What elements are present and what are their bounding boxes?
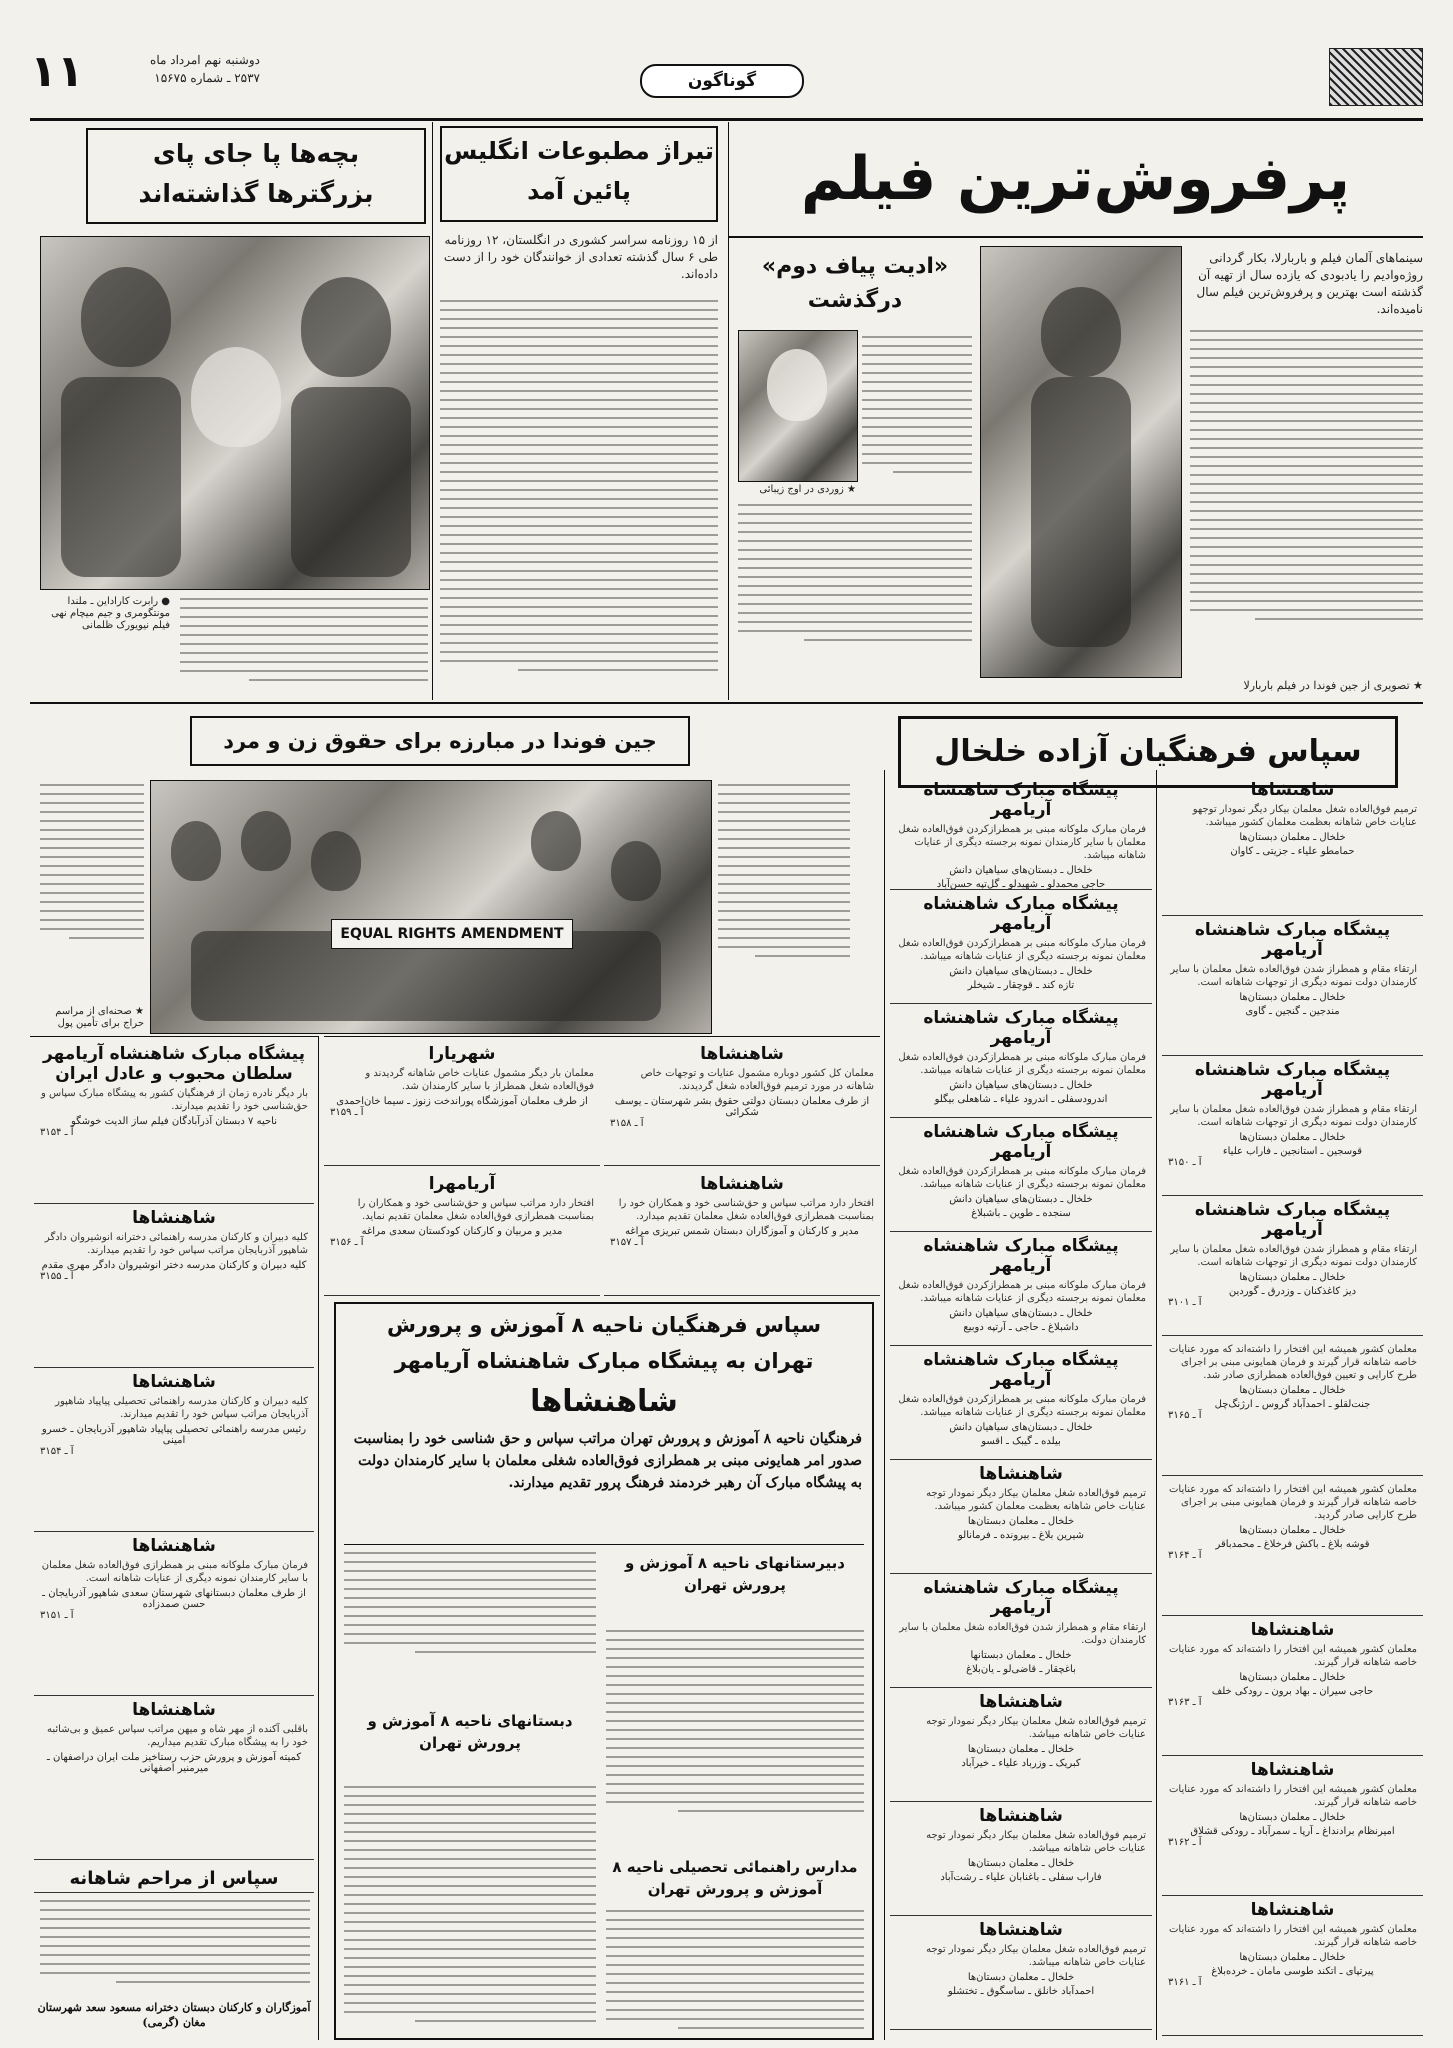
ad-signature: خلخال ـ دبستان‌های سیاهیان دانش bbox=[949, 1194, 1093, 1205]
ad-title: پیشگاه مبارک شاهنشاه آریامهر bbox=[923, 1122, 1119, 1162]
ad-signature: خلخال ـ معلمان دبستان‌ها bbox=[967, 1744, 1075, 1755]
barbarella-caption: ★ تصویری از جین فوندا در فیلم باربارلا bbox=[1243, 679, 1423, 692]
azadeh-headline: سپاس فرهنگیان آزاده خلخال bbox=[934, 734, 1362, 769]
district8-guidance-title: مدارس راهنمائی تحصیلی ناحیه ۸ آموزش و پرورش تهران bbox=[612, 1858, 858, 1898]
ad-block bbox=[1162, 1196, 1423, 1336]
ad-place: حمامطو علیاء ـ جزیتی ـ کاوان bbox=[1230, 846, 1355, 857]
ad-place: احمدآباد خانلق ـ ساسگوق ـ تختشلو bbox=[947, 1986, 1095, 1997]
district8-left-list-top bbox=[344, 1552, 596, 1653]
piaf-body-left bbox=[738, 504, 972, 641]
ad-code: آ ـ ۳۱۵۹ bbox=[330, 1107, 364, 1118]
uk-press-headline-2: پائین آمد bbox=[527, 177, 631, 205]
ad-title: پیشگاه مبارک شاهنشاه آریامهر bbox=[1194, 920, 1391, 960]
ad-signature: خلخال ـ دبستان‌های سیاهیان دانش bbox=[949, 1422, 1093, 1433]
ad-place: کبریک ـ وزرباد علیاء ـ خیرآباد bbox=[961, 1758, 1081, 1769]
ad-signature: خلخال ـ معلمان دبستان‌ها bbox=[1239, 1952, 1346, 1963]
ad-title: آریامهرا bbox=[428, 1174, 496, 1194]
ad-signature: خلخال ـ معلمان دبستان‌ها bbox=[1239, 1385, 1346, 1396]
kids-photo bbox=[40, 236, 430, 590]
piaf-body-right bbox=[862, 336, 972, 473]
ad-body: افتخار دارد مراتب سپاس و حق‌شناسی خود و همکاران را بمناسبت همطرازی فوق‌العاده شغل معلمان تقدیم نماید. bbox=[357, 1198, 594, 1222]
ad-title: شاهنشاها bbox=[1250, 780, 1335, 800]
ad-block bbox=[1162, 916, 1423, 1056]
ad-title: پیشگاه مبارک شاهنشاه آریامهر bbox=[923, 1350, 1119, 1390]
ads-left-column bbox=[34, 1040, 314, 1860]
ad-block bbox=[890, 1574, 1152, 1688]
ad-title: پیشگاه مبارک شاهنشاه آریامهر bbox=[923, 1578, 1119, 1618]
ad-signature: خلخال ـ معلمان دبستانها bbox=[970, 1650, 1072, 1661]
ad-place: بیلده ـ گیبک ـ اقسو bbox=[981, 1436, 1061, 1447]
ad-code: آ ـ ۳۱۵۵ bbox=[40, 1271, 74, 1282]
era-banner: EQUAL RIGHTS AMENDMENT bbox=[331, 919, 573, 949]
ad-body: فرمان مبارک ملوکانه مبنی بر همطرازکردن فوق‌العاده شغل معلمان با سایر کارمندان نمونه برجسته دیگری از عنایات شاهانه میباشد. bbox=[898, 824, 1146, 861]
ad-place: قوسجین ـ استانجین ـ فاراب علیاء bbox=[1222, 1146, 1363, 1157]
ad-block bbox=[890, 1802, 1152, 1916]
ad-code: آ ـ ۳۱۶۲ bbox=[1168, 1837, 1202, 1848]
ad-place: داشبلاغ ـ حاجی ـ آرتپه دوبیع bbox=[963, 1322, 1079, 1333]
col-rule-right bbox=[1156, 770, 1157, 2040]
ad-signature: خلخال ـ معلمان دبستان‌ها bbox=[1239, 1812, 1346, 1823]
ad-place: جنت‌لقلو ـ احمدآباد گروس ـ ارژنگ‌چل bbox=[1214, 1399, 1371, 1410]
ad-place: سنجده ـ طوین ـ باشبلاغ bbox=[971, 1208, 1071, 1219]
ad-signature: رئیس مدرسه راهنمائی تحصیلی پیاپیاد شاهپور آذربایجان ـ خسرو امینی bbox=[41, 1424, 307, 1446]
ad-place: باغچقار ـ قاضی‌لو ـ یان‌بلاغ bbox=[966, 1664, 1076, 1675]
ad-signature: خلخال ـ دبستان‌های سیاهیان دانش bbox=[949, 1080, 1093, 1091]
ad-block bbox=[34, 1040, 314, 1204]
ad-block bbox=[1162, 1616, 1423, 1756]
ad-code: آ ـ ۳۱۵۴ bbox=[40, 1127, 74, 1138]
ad-body: باقلبی آکنده از مهر شاه و میهن مراتب سپاس عمیق و بی‌شائبه خود را به پیشگاه مبارک تقدیم میداریم. bbox=[46, 1724, 308, 1748]
ad-block bbox=[1162, 776, 1423, 916]
ad-code: آ ـ ۳۱۵۸ bbox=[610, 1118, 644, 1129]
ad-code: آ ـ ۳۱۵۷ bbox=[610, 1237, 644, 1248]
ad-title: شاهنشاها bbox=[1250, 1620, 1335, 1640]
ad-block bbox=[34, 1696, 314, 1860]
ad-body: فرمان مبارک ملوکانه مبنی بر همطرازی فوق‌العاده شغل معلمان با سایر کارمندان نمونه دیگری از عنایات شاهانه است. bbox=[41, 1560, 308, 1584]
ad-body: ترمیم فوق‌العاده شغل معلمان بیکار دیگر نمودار توجه عنایات خاص شاهانه میباشد. bbox=[926, 1716, 1146, 1740]
ad-block bbox=[34, 1368, 314, 1532]
ad-body: فرمان مبارک ملوکانه مبنی بر همطرازکردن فوق‌العاده شغل معلمان نمونه برجسته دیگری از عنایات شاهانه میباشد. bbox=[898, 1280, 1146, 1304]
ad-body: کلیه دبیران و کارکنان مدرسه راهنمائی تحصیلی پیاپیاد شاهپور آذربایجان مراتب سپاس خود را تقدیم میدارند. bbox=[55, 1396, 308, 1420]
ad-body: معلمان کشور همیشه این افتخار را داشته‌اند که مورد عنایات خاصه شاهانه قرار گیرند و فرمان همایونی مبنی بر اجرای طرح کارایی و تعیین فوق‌العاده همطرازی صادر شد. bbox=[1169, 1344, 1417, 1381]
ad-block bbox=[1162, 1336, 1423, 1476]
ad-block bbox=[890, 1232, 1152, 1346]
ad-code: آ ـ ۳۱۶۵ bbox=[1168, 1410, 1202, 1421]
ad-code: آ ـ ۳۱۶۴ bbox=[1168, 1550, 1202, 1561]
col-rule-1 bbox=[728, 122, 729, 700]
district8-headline-1: سپاس فرهنگیان ناحیه ۸ آموزش و پرورش bbox=[386, 1313, 822, 1337]
ad-signature: خلخال ـ دبستان‌های سیاهیان دانش bbox=[949, 966, 1093, 977]
ad-code: آ ـ ۳۱۵۰ bbox=[1168, 1157, 1202, 1168]
district8-body: فرهنگیان ناحیه ۸ آموزش و پرورش تهران مراتب سپاس و حق شناسی خود را بمناسبت صدور امر همایونی مبنی بر همطرازی فوق‌العاده شغلی معلمان با سایر کارمندان دولت به پیشگاه مبارک آن رهبر خردمند فرهنگ پرور تقدیم میدارند. bbox=[353, 1431, 862, 1491]
uk-press-intro: از ۱۵ روزنامه سراسر کشوری در انگلستان، ۱۲ روزنامه طی ۶ سال گذشته تعدادی از خوانندگان خود را از دست داده‌اند. bbox=[443, 233, 718, 281]
ad-block bbox=[324, 1040, 600, 1166]
ad-place: قوشه بلاغ ـ باکش فرخلاغ ـ محمدباقر bbox=[1215, 1539, 1370, 1550]
ad-title: پیشگاه مبارک شاهنشاه آریامهر bbox=[1194, 1060, 1391, 1100]
film-headline: پرفروش‌ترین فیلم bbox=[800, 144, 1351, 214]
ad-title: شاهنشاها bbox=[979, 1806, 1063, 1826]
fonda-headline: جین فوندا در مبارزه برای حقوق زن و مرد bbox=[223, 729, 657, 753]
fonda-photo bbox=[150, 780, 712, 1034]
ad-body: ترمیم فوق‌العاده شغل معلمان بیکار دیگر نمودار توجهو عنایات خاص شاهانه بعظمت معلمان کشور میباشد. bbox=[1192, 804, 1417, 828]
ad-signature: از طرف معلمان دبستانهای شهرستان سعدی شاهپور آذربایجان ـ حسن صمدزاده bbox=[42, 1588, 306, 1610]
ad-body: فرمان مبارک ملوکانه مبنی بر همطرازکردن فوق‌العاده شغل معلمان نمونه برجسته دیگری از عنایات شاهانه میباشد. bbox=[898, 1394, 1146, 1418]
ad-block bbox=[890, 1688, 1152, 1802]
thanks-title: سپاس از مراحم شاهانه bbox=[34, 1866, 314, 1893]
ad-block bbox=[34, 1204, 314, 1368]
ad-title: شاهنشاها bbox=[700, 1174, 784, 1194]
ad-title: شاهنشاها bbox=[700, 1044, 784, 1064]
ad-title: پیشگاه مبارک شاهنشاه آریامهر bbox=[923, 780, 1119, 820]
ad-title: شاهنشاها bbox=[132, 1208, 216, 1228]
ad-body: معلمان کشور همیشه این افتخار را داشته‌اند که مورد عنایات خاصه شاهانه قرار گیرند و فرمان همایونی مبنی بر اجرای طرح کارایی صادر گردید. bbox=[1169, 1484, 1417, 1521]
uk-press-body bbox=[440, 300, 718, 671]
ad-block bbox=[604, 1170, 880, 1296]
ad-signature: خلخال ـ دبستان‌های سیاهیان دانش bbox=[949, 1308, 1093, 1319]
piaf-headline-2: درگذشت bbox=[807, 288, 903, 313]
ad-title: شاهنشاها bbox=[132, 1372, 216, 1392]
center-top-rule bbox=[324, 1036, 880, 1037]
ad-place: حاجی محمدلو ـ شهیدلو ـ گل‌تپه حسن‌آباد bbox=[936, 879, 1106, 890]
district8-guidance-list bbox=[606, 1910, 864, 2029]
fonda-body-left bbox=[40, 784, 144, 939]
left-top-rule bbox=[30, 1036, 318, 1037]
ad-signature: خلخال ـ معلمان دبستان‌ها bbox=[1239, 992, 1346, 1003]
ad-body: ترمیم فوق‌العاده شغل معلمان بیکار دیگر نمودار توجه عنایات خاص شاهانه بعظمت معلمان کشور میباشد. bbox=[926, 1488, 1146, 1512]
ad-body: ترمیم فوق‌العاده شغل معلمان بیکار دیگر نمودار توجه عنایات خاص شاهانه میباشد. bbox=[926, 1944, 1146, 1968]
ad-body: فرمان مبارک ملوکانه مبنی بر همطرازکردن فوق‌العاده شغل معلمان نمونه برجسته دیگری از عنایات شاهانه میباشد. bbox=[898, 938, 1146, 962]
ad-block bbox=[890, 1460, 1152, 1574]
kids-body bbox=[180, 598, 428, 681]
ad-title: پیشگاه مبارک شاهنشاه آریامهر bbox=[1194, 1200, 1391, 1240]
kids-headline-2: بزرگترها گذاشته‌اند bbox=[138, 179, 374, 208]
ad-signature: خلخال ـ معلمان دبستان‌ها bbox=[1239, 832, 1346, 843]
ad-block bbox=[604, 1040, 880, 1166]
ad-block bbox=[1162, 1896, 1423, 2036]
ad-block bbox=[890, 890, 1152, 1004]
district8-primary-list bbox=[344, 1786, 596, 2022]
film-headline-rule bbox=[728, 236, 1423, 238]
ad-code: آ ـ ۳۱۰۱ bbox=[1168, 1297, 1202, 1308]
section-label: گوناگون bbox=[640, 64, 804, 98]
ad-signature: خلخال ـ معلمان دبستان‌ها bbox=[1239, 1672, 1346, 1683]
ad-title: شاهنشاها bbox=[979, 1692, 1063, 1712]
district8-headline-3: شاهنشاها bbox=[530, 1384, 678, 1419]
ad-title: شاهنشاها bbox=[132, 1536, 216, 1556]
ad-code: آ ـ ۳۱۶۱ bbox=[1168, 1977, 1202, 1988]
ad-body: ارتقاء مقام و همطراز شدن فوق‌العاده شغل معلمان با سایر کارمندان دولت نمونه دیگری از توجهات شاهانه است. bbox=[1170, 1244, 1417, 1268]
ads-mid-column bbox=[890, 776, 1152, 2041]
ad-block bbox=[1162, 1476, 1423, 1616]
ad-body: کلیه دبیران و کارکنان مدرسه راهنمائی دخترانه انوشیروان دادگر شاهپور آذربایجان مراتب سپاس خود را تقدیم میدارند. bbox=[44, 1232, 308, 1256]
ad-block bbox=[890, 1916, 1152, 2030]
ad-place: اندرودسفلی ـ اندرود علیاء ـ شاهعلی بیگلو bbox=[934, 1094, 1108, 1105]
ad-title: شهریارا bbox=[428, 1044, 496, 1064]
ad-title: پیشگاه مبارک شاهنشاه آریامهر bbox=[923, 1008, 1119, 1048]
col-rule-mid bbox=[884, 770, 885, 2040]
ad-body: بار دیگر نادره زمان از فرهنگیان کشور به پیشگاه مبارک سپاس و حق‌شناسی خود را تقدیم میدارند. bbox=[41, 1088, 308, 1112]
ad-place: امیرنظام برادنداغ ـ آرپا ـ سمرآباد ـ رودکی قشلاق bbox=[1190, 1826, 1395, 1837]
ad-signature: از طرف معلمان دبستان دولتی حقوق بشر شهرستان ـ یوسف شکرائی bbox=[614, 1096, 870, 1118]
ad-body: ارتقاء مقام و همطراز شدن فوق‌العاده شغل معلمان با سایر کارمندان دولت نمونه دیگری از توجهات شاهانه است. bbox=[1170, 1104, 1417, 1128]
logo bbox=[1329, 48, 1423, 106]
piaf-headline-1: «ادیت پیاف دوم» bbox=[761, 254, 949, 279]
barbarella-photo bbox=[980, 246, 1182, 678]
ad-place: مندجین ـ گنجین ـ گاوی bbox=[1245, 1006, 1340, 1017]
ad-body: معلمان کشور همیشه این افتخار را داشته‌اند که مورد عنایات خاصه شاهانه قرار گیرند. bbox=[1169, 1784, 1417, 1808]
masthead-rule bbox=[30, 118, 1423, 121]
ad-block bbox=[34, 1532, 314, 1696]
ad-title: شاهنشاها bbox=[1250, 1760, 1335, 1780]
ad-place: شیرین بلاغ ـ بیرونده ـ فرمانالو bbox=[958, 1530, 1084, 1541]
district8-headline-2: تهران به پیشگاه مبارک شاهنشاه آریامهر bbox=[394, 1349, 814, 1373]
district8-primary-title: دبستانهای ناحیه ۸ آموزش و پرورش تهران bbox=[367, 1712, 573, 1752]
ad-signature: کلیه دبیران و کارکنان مدرسه دختر انوشیروان دادگر مهری مقدم bbox=[41, 1260, 307, 1271]
ad-signature: خلخال ـ معلمان دبستان‌ها bbox=[1239, 1525, 1346, 1536]
film-intro: سینماهای آلمان فیلم و باربارلا، بکار گردانی روژه‌وادیم را یادبودی که یازده سال از تهیه آن گذشته است بهترین و پرفروش‌ترین فیلم سال نامیده‌اند. bbox=[1196, 251, 1423, 316]
ad-signature: مدیر و کارکنان و آموزگاران دبستان شمس تبریزی مراغه bbox=[625, 1226, 859, 1237]
ad-body: معلمان کشور همیشه این افتخار را داشته‌اند که مورد عنایات خاصه شاهانه قرار گیرند. bbox=[1169, 1644, 1417, 1668]
ad-block bbox=[890, 1004, 1152, 1118]
col-rule-2 bbox=[432, 122, 433, 700]
ad-signature: مدیر و مربیان و کارکنان کودکستان سعدی مراغه bbox=[361, 1226, 563, 1237]
ad-place: دیز کاغذکنان ـ وزدرق ـ گوردین bbox=[1228, 1286, 1357, 1297]
ad-title: شاهنشاها bbox=[1250, 1900, 1335, 1920]
ad-title: شاهنشاها bbox=[132, 1700, 216, 1720]
masthead-date: دوشنبه نهم امرداد ماه bbox=[150, 53, 260, 67]
ad-block bbox=[890, 1346, 1152, 1460]
ad-body: ارتقاء مقام و همطراز شدن فوق‌العاده شغل معلمان با سایر کارمندان دولت. bbox=[899, 1622, 1146, 1646]
ad-code: آ ـ ۳۱۵۴ bbox=[40, 1446, 74, 1457]
kids-caption: ● رابرت کاراداین ـ ملندا مونتگومری و جیم میچام نهی فیلم نیویورک ظلمانی bbox=[51, 596, 170, 631]
ad-signature: خلخال ـ دبستان‌های سیاهیان دانش bbox=[949, 865, 1093, 876]
ad-signature: ناحیه ۷ دبستان آذرآبادگان فیلم ساز الدیت خوشگو bbox=[71, 1116, 277, 1127]
ad-signature: خلخال ـ معلمان دبستان‌ها bbox=[967, 1516, 1075, 1527]
ad-place: پیرتپای ـ اتکند طوسی مامان ـ خرده‌بلاغ bbox=[1211, 1966, 1374, 1977]
ad-signature: خلخال ـ معلمان دبستان‌ها bbox=[1239, 1132, 1346, 1143]
ads-right-column bbox=[1162, 776, 1423, 2041]
ad-block bbox=[1162, 1756, 1423, 1896]
masthead-issue: ۲۵۳۷ ـ شماره ۱۵۶۷۵ bbox=[154, 71, 260, 85]
singer-caption: ★ زوردی در اوج زیبائی bbox=[759, 484, 856, 495]
page-number: ۱۱ bbox=[30, 46, 84, 97]
ad-title: پیشگاه مبارک شاهنشاه آریامهر bbox=[923, 1236, 1119, 1276]
masthead bbox=[30, 40, 1423, 120]
col-rule-left bbox=[318, 1036, 319, 2040]
district8-highschools-title: دبیرستانهای ناحیه ۸ آموزش و پرورش تهران bbox=[624, 1554, 846, 1594]
ad-title: پیشگاه مبارک شاهنشاه آریامهر سلطان محبوب و عادل ایران bbox=[43, 1044, 305, 1084]
ad-body: ارتقاء مقام و همطراز شدن فوق‌العاده شغل معلمان با سایر کارمندان دولت نمونه دیگری از توجهات شاهانه است. bbox=[1170, 964, 1417, 988]
thanks-body bbox=[40, 1900, 310, 1983]
ad-code: آ ـ ۳۱۵۱ bbox=[40, 1610, 74, 1621]
ad-body: فرمان مبارک ملوکانه مبنی بر همطرازکردن فوق‌العاده شغل معلمان نمونه برجسته دیگری از عنایات شاهانه میباشد. bbox=[898, 1052, 1146, 1076]
ad-place: حاجی سیران ـ بهاد برون ـ رودکی خلف bbox=[1211, 1686, 1374, 1697]
thanks-signoff: آموزگاران و کارکنان دبستان دخترانه مسعود سعد شهرستان مغان (گرمی) bbox=[37, 2001, 311, 2029]
ad-signature: خلخال ـ معلمان دبستان‌ها bbox=[967, 1972, 1075, 1983]
ad-block bbox=[1162, 1056, 1423, 1196]
ad-code: آ ـ ۳۱۵۶ bbox=[330, 1237, 364, 1248]
ad-place: فاراب سفلی ـ باغنابان علیاء ـ رشت‌آباد bbox=[940, 1872, 1102, 1883]
district8-inner-rule bbox=[344, 1544, 864, 1545]
ad-place: تازه کند ـ قوچقار ـ شیخلر bbox=[967, 980, 1075, 991]
ad-body: فرمان مبارک ملوکانه مبنی بر همطرازکردن فوق‌العاده شغل معلمان نمونه برجسته دیگری از عنایات شاهانه میباشد. bbox=[898, 1166, 1146, 1190]
ad-body: ترمیم فوق‌العاده شغل معلمان بیکار دیگر نمودار توجه عنایات خاص شاهانه میباشد. bbox=[926, 1830, 1146, 1854]
ad-block bbox=[324, 1170, 600, 1296]
top-section-rule bbox=[30, 702, 1423, 704]
ad-body: معلمان کشور همیشه این افتخار را داشته‌اند که مورد عنایات خاصه شاهانه قرار گیرند. bbox=[1169, 1924, 1417, 1948]
singer-photo bbox=[738, 330, 858, 482]
ad-signature: خلخال ـ معلمان دبستان‌ها bbox=[1239, 1272, 1346, 1283]
district8-highschools-list bbox=[606, 1630, 864, 1812]
kids-headline-1: بچه‌ها پا جای پای bbox=[152, 139, 360, 168]
ad-body: معلمان بار دیگر مشمول عنایات خاص شاهانه گردیدند و فوق‌العاده شغل همطراز با سایر کارمندان شد. bbox=[365, 1068, 594, 1092]
ad-block bbox=[890, 776, 1152, 890]
ad-title: پیشگاه مبارک شاهنشاه آریامهر bbox=[923, 894, 1119, 934]
ads-center-grid bbox=[324, 1040, 880, 1296]
fonda-caption: ★ صحنه‌ای از مراسم حراج برای تأمین پول bbox=[55, 1006, 144, 1029]
ad-body: معلمان کل کشور دوباره مشمول عنایات و توجهات خاص شاهانه در مورد ترمیم فوق‌العاده شغل گردیدند. bbox=[640, 1068, 874, 1092]
ad-title: شاهنشاها bbox=[979, 1920, 1063, 1940]
ad-body: افتخار دارد مراتب سپاس و حق‌شناسی خود و همکاران خود را بمناسبت همطرازی فوق‌العاده شغل معلمان تقدیم میدارد. bbox=[618, 1198, 874, 1222]
uk-press-headline-1: تیراژ مطبوعات انگلیس bbox=[444, 137, 714, 165]
ad-code: آ ـ ۳۱۶۳ bbox=[1168, 1697, 1202, 1708]
fonda-body-right bbox=[718, 784, 850, 957]
ad-title: شاهنشاها bbox=[979, 1464, 1063, 1484]
film-body-text bbox=[1190, 330, 1423, 620]
ad-signature: کمیته آموزش و پرورش حزب رستاخیز ملت ایران دراصفهان ـ میرمنیر اصفهانی bbox=[46, 1752, 302, 1774]
ad-signature: خلخال ـ معلمان دبستان‌ها bbox=[967, 1858, 1075, 1869]
ad-signature: از طرف معلمان آموزشگاه پوراندخت زنوز ـ سیما خان‌احمدی bbox=[336, 1096, 588, 1107]
ad-block bbox=[890, 1118, 1152, 1232]
